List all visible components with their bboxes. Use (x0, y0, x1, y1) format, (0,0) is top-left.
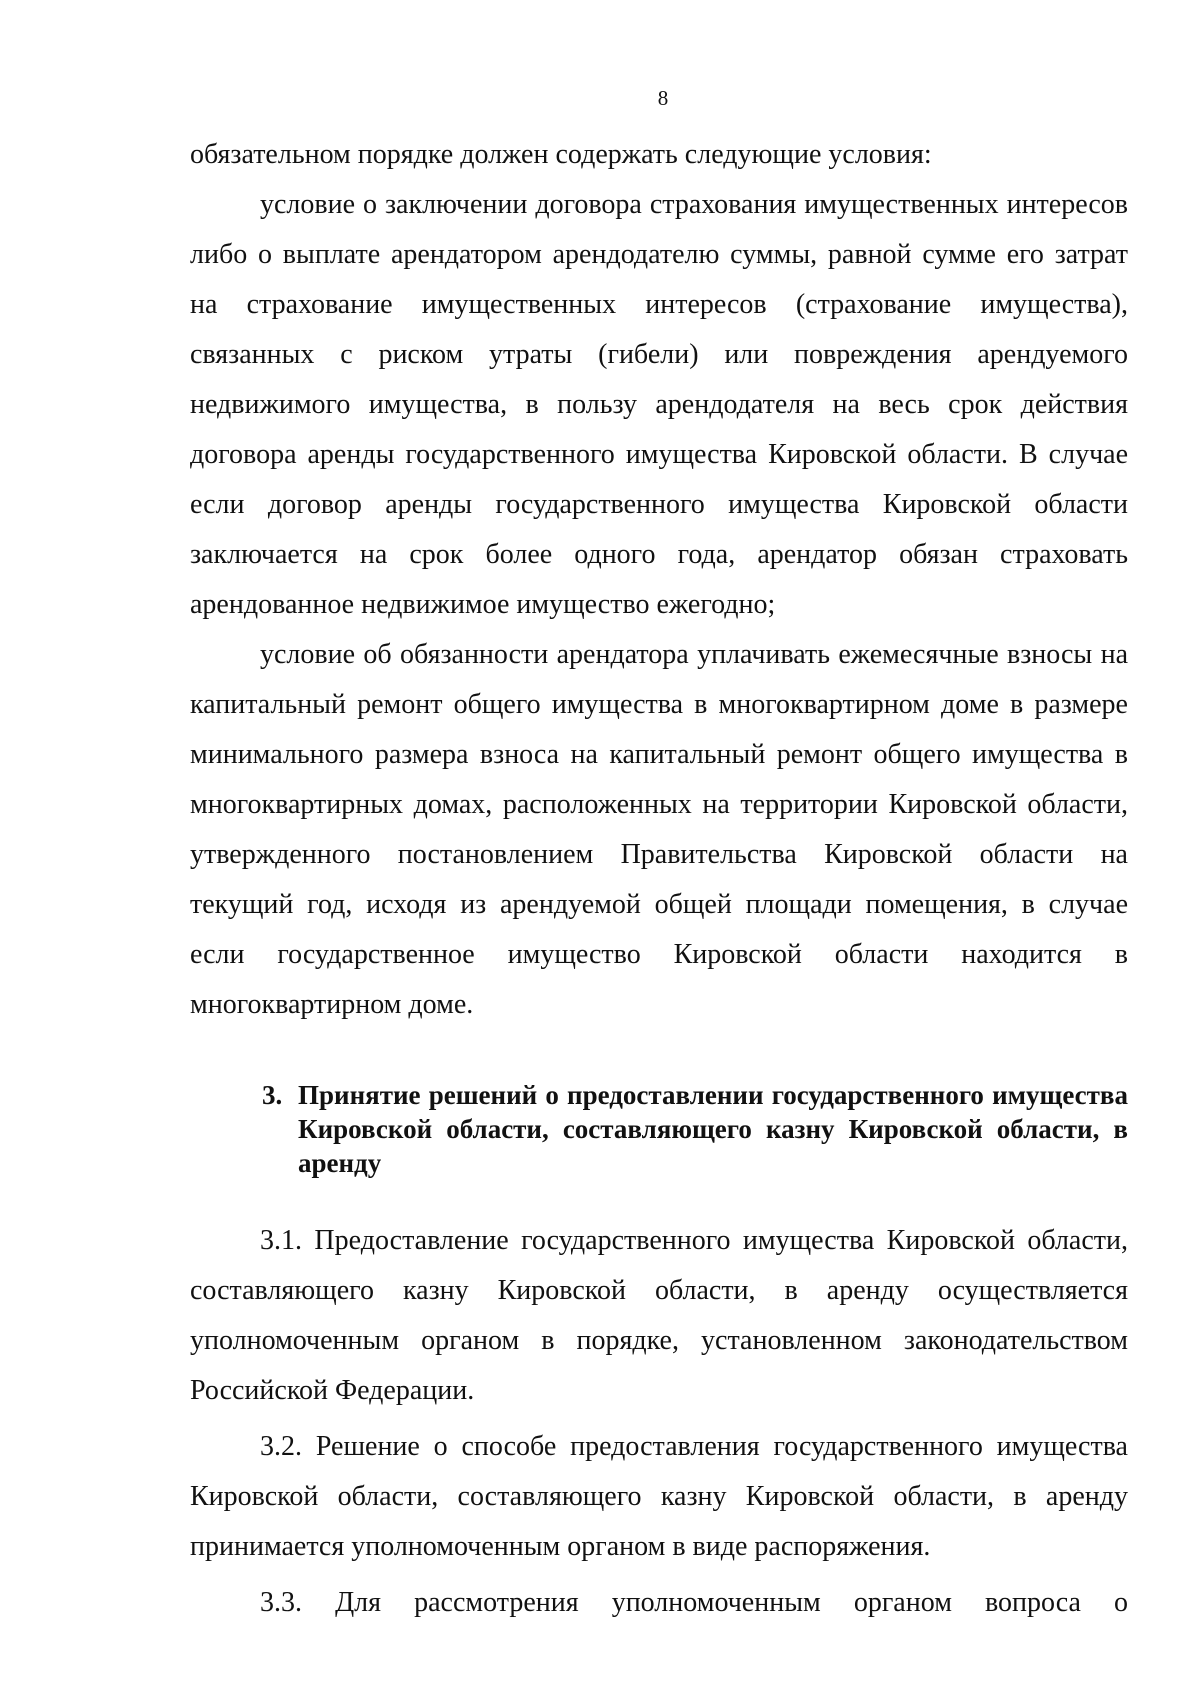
page-number: 8 (657, 86, 669, 110)
paragraph-3-2: 3.2. Решение о способе предоставления государственного имущества Кировской области, составляющего казну Кировской области, в аренду принимается уполномоченным органом в виде распоряжения. (190, 1431, 1128, 1562)
paragraph-3-3: 3.3. Для рассмотрения уполномоченным органом вопроса о (260, 1587, 1128, 1618)
paragraph-capital-repair-condition: условие об обязанности арендатора уплачивать ежемесячные взносы на капитальный ремонт общего имущества в многоквартирном доме в размере минимального размера взноса на капитальный ремонт общего имущества в многоквартирных домах, расположенных на территории Кировской области, утвержденного постановлением Правительства Кировской области на текущий год, исходя из арендуемой общей площади помещения, в случае если государственное имущество Кировской области находится в многоквартирном доме. (190, 639, 1128, 1020)
section-body (190, 1216, 1128, 1634)
section-heading-text: Принятие решений о предоставлении государственного имущества Кировской области, составляющего казну Кировской области, в аренду (298, 1080, 1128, 1178)
body-text (190, 130, 1128, 1030)
paragraph-3-1: 3.1. Предоставление государственного имущества Кировской области, составляющего казну Кировской области, в аренду осуществляется уполномоченным органом в порядке, установленном законодательством Российской Федерации. (190, 1225, 1128, 1406)
section-heading (262, 1078, 1128, 1180)
section-heading-number: 3. (262, 1080, 283, 1110)
paragraph-continuation: обязательном порядке должен содержать следующие условия: (190, 139, 932, 170)
paragraph-insurance-condition: условие о заключении договора страхования имущественных интересов либо о выплате арендатором арендодателю суммы, равной сумме его затрат на страхование имущественных интересов (страхование имущества), связанных с риском утраты (гибели) или повреждения арендуемого недвижимого имущества, в пользу арендодателя на весь срок действия договора аренды государственного имущества Кировской области. В случае если договор аренды государственного имущества Кировской области заключается на срок более одного года, арендатор обязан страховать арендованное недвижимое имущество ежегодно; (190, 189, 1128, 620)
